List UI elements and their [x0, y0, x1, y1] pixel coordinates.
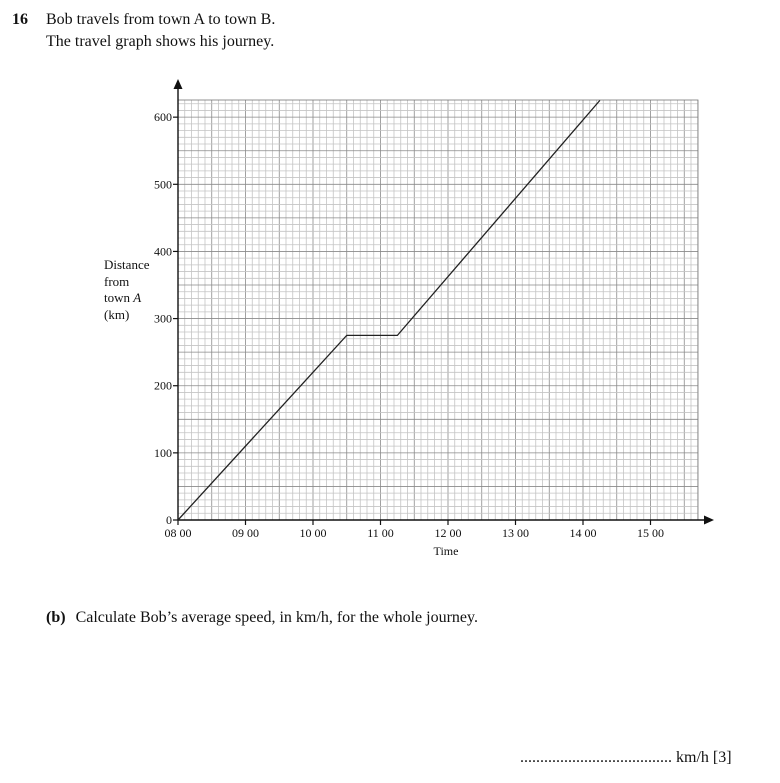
journey-line [178, 100, 600, 520]
x-tick-label: 08 00 [164, 526, 192, 540]
question-text-line1: Bob travels from town A to town B. [46, 11, 276, 28]
y-axis-arrow-icon [174, 79, 183, 89]
x-tick-label: 14 00 [569, 526, 597, 540]
axes [174, 79, 715, 525]
y-tick-label: 500 [154, 177, 172, 192]
part-b-text: Calculate Bob’s average speed, in km/h, for the whole journey. [75, 609, 478, 626]
part-b-label: (b) [46, 609, 66, 626]
x-tick-label: 11 00 [367, 526, 394, 540]
x-tick-label: 10 00 [299, 526, 327, 540]
series [178, 100, 600, 520]
x-axis-arrow-icon [704, 516, 714, 525]
grid [178, 100, 698, 520]
part-b [46, 609, 478, 627]
answer-unit: km/h [676, 749, 709, 766]
y-tick-label: 0 [166, 513, 172, 527]
y-tick-label: 600 [154, 110, 172, 125]
marks: [3] [712, 749, 732, 766]
x-tick-label: 09 00 [232, 526, 259, 540]
x-tick-label: 12 00 [434, 526, 462, 540]
question-text-line2: The travel graph shows his journey. [46, 33, 275, 50]
x-axis-label: Time [433, 544, 459, 558]
y-axis-label-line: (km) [104, 306, 130, 322]
y-tick-label: 100 [154, 445, 172, 460]
x-tick-label: 15 00 [637, 526, 664, 540]
answer-line[interactable] [520, 749, 732, 767]
question-number: 16 [12, 11, 28, 28]
y-axis-label-line: Distance [104, 257, 150, 272]
y-tick-label: 300 [154, 311, 172, 326]
grid-border [178, 100, 698, 520]
answer-dots[interactable]: ...................................... [520, 749, 672, 766]
x-tick-label: 13 00 [502, 526, 529, 540]
y-tick-label: 400 [154, 244, 172, 259]
y-axis-label-line: from [104, 273, 130, 289]
y-tick-label: 200 [154, 378, 172, 393]
y-axis-label-line: town A [104, 290, 142, 305]
